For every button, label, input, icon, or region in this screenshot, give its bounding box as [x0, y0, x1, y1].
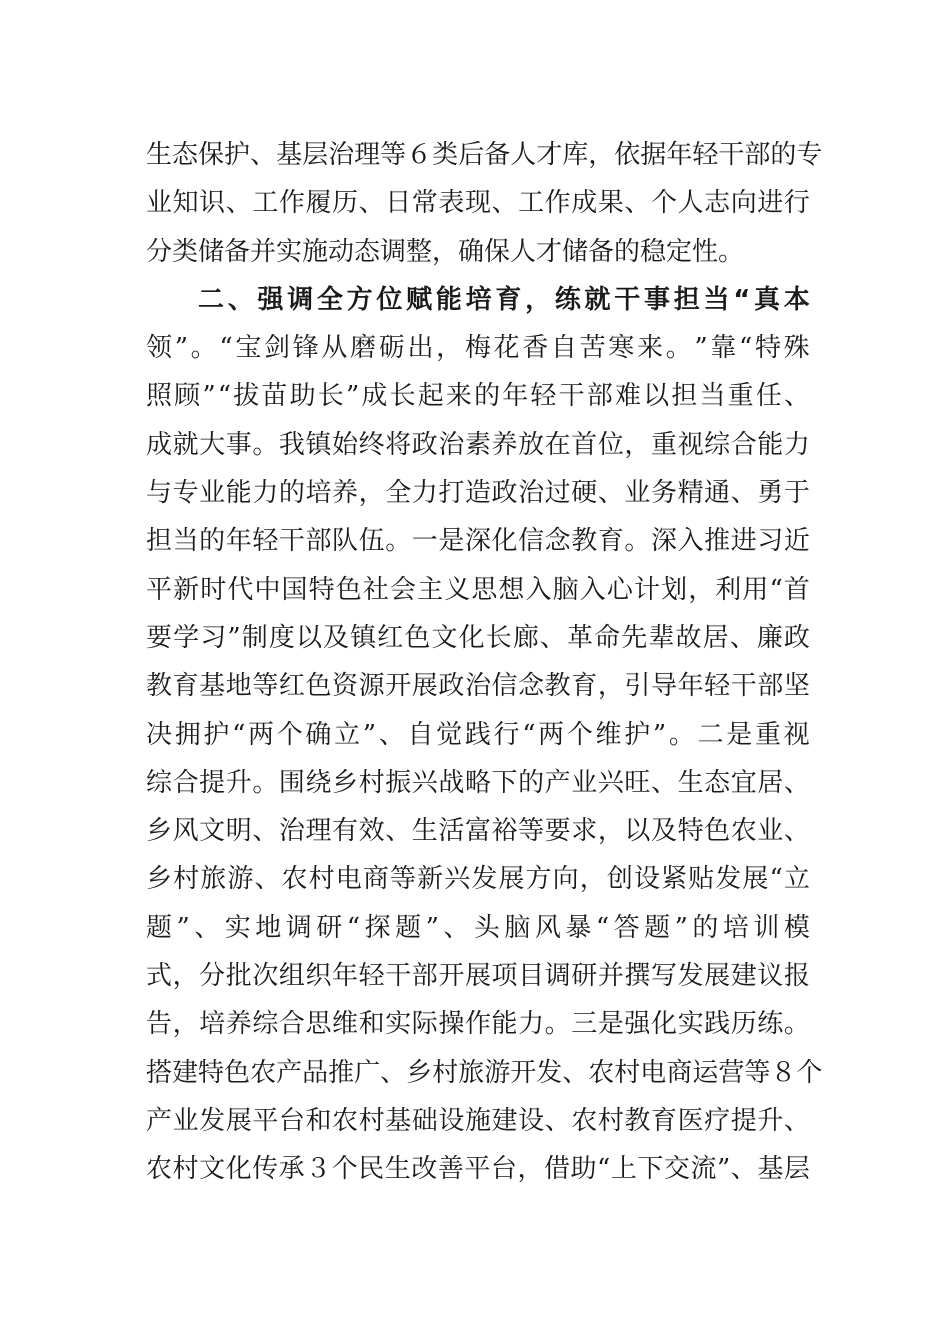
section-heading: 二 、 强 调 全 方 位 赋 能 培 育 ， 练 就 干 事 担 当 “ 真 本 [198, 284, 810, 315]
text-line: 产 业 发 展 平 台 和 农 村 基 础 设 施 建 设 、 农 村 教 育 医 疗 提 升 、 [146, 1105, 810, 1136]
text-line: 担 当 的 年 轻 干 部 队 伍 。 一 是 深 化 信 念 教 育 。 深 入 推 进 习 近 [146, 526, 810, 557]
text-line: 要 学 习 ” 制 度 以 及 镇 红 色 文 化 长 廊 、 革 命 先 辈 故 居 、 廉 政 [146, 622, 810, 653]
document-body [146, 131, 823, 1194]
text-line: 与 专 业 能 力 的 培 养 ， 全 力 打 造 政 治 过 硬 、 业 务 精 通 、 勇 于 [146, 478, 810, 509]
text-line: 业 知 识 、 工 作 履 历 、 日 常 表 现 、 工 作 成 果 、 个 人 志 向 进 行 [146, 188, 810, 219]
text-line: 决 拥 护 “ 两 个 确 立 ” 、 自 觉 践 行 “ 两 个 维 护 ” 。 二 是 重 视 [146, 719, 810, 750]
text-line: 领 ” 。 “ 宝 剑 锋 从 磨 砺 出 ， 梅 花 香 自 苦 寒 来 。 ” 靠 “ 特 殊 [146, 333, 810, 364]
text-line: 农 村 文 化 传 承 ３ 个 民 生 改 善 平 台 ， 借 助 “ 上 下 交 流 ” 、 基 层 [146, 1154, 810, 1185]
text-line: 乡 风 文 明 、 治 理 有 效 、 生 活 富 裕 等 要 求 ， 以 及 特 色 农 业 、 [146, 816, 810, 847]
text-line: 式 ， 分 批 次 组 织 年 轻 干 部 开 展 项 目 调 研 并 撰 写 发 展 建 议 报 [146, 961, 810, 992]
text-line: 教 育 基 地 等 红 色 资 源 开 展 政 治 信 念 教 育 ， 引 导 年 轻 干 部 坚 [146, 671, 810, 702]
text-line: 成 就 大 事 。 我 镇 始 终 将 政 治 素 养 放 在 首 位 ， 重 视 综 合 能 力 [146, 429, 810, 460]
text-line: 乡 村 旅 游 、 农 村 电 商 等 新 兴 发 展 方 向 ， 创 设 紧 贴 发 展 “ 立 [146, 864, 810, 895]
text-line: 分类储备并实施动态调整，确保人才储备的稳定性。 [146, 236, 745, 267]
text-line: 综 合 提 升 。 围 绕 乡 村 振 兴 战 略 下 的 产 业 兴 旺 、 生 态 宜 居 、 [146, 767, 810, 798]
text-line: 平 新 时 代 中 国 特 色 社 会 主 义 思 想 入 脑 入 心 计 划 ， 利 用 “ 首 [146, 574, 810, 605]
text-line: 告 ， 培 养 综 合 思 维 和 实 际 操 作 能 力 。 三 是 强 化 实 践 历 练 。 [146, 1009, 810, 1040]
text-line: 搭 建 特 色 农 产 品 推 广 、 乡 村 旅 游 开 发 、 农 村 电 商 运 营 等 ８ 个 [146, 1057, 823, 1088]
text-line: 照 顾 ” “ 拔 苗 助 长 ” 成 长 起 来 的 年 轻 干 部 难 以 担 当 重 任 、 [146, 381, 810, 412]
text-line: 题 ” 、 实 地 调 研 “ 探 题 ” 、 头 脑 风 暴 “ 答 题 ” 的 培 训 模 [146, 912, 810, 943]
text-line: 生 态 保 护 、 基 层 治 理 等 ６ 类 后 备 人 才 库 ， 依 据 年 轻 干 部 的 专 [146, 140, 823, 170]
